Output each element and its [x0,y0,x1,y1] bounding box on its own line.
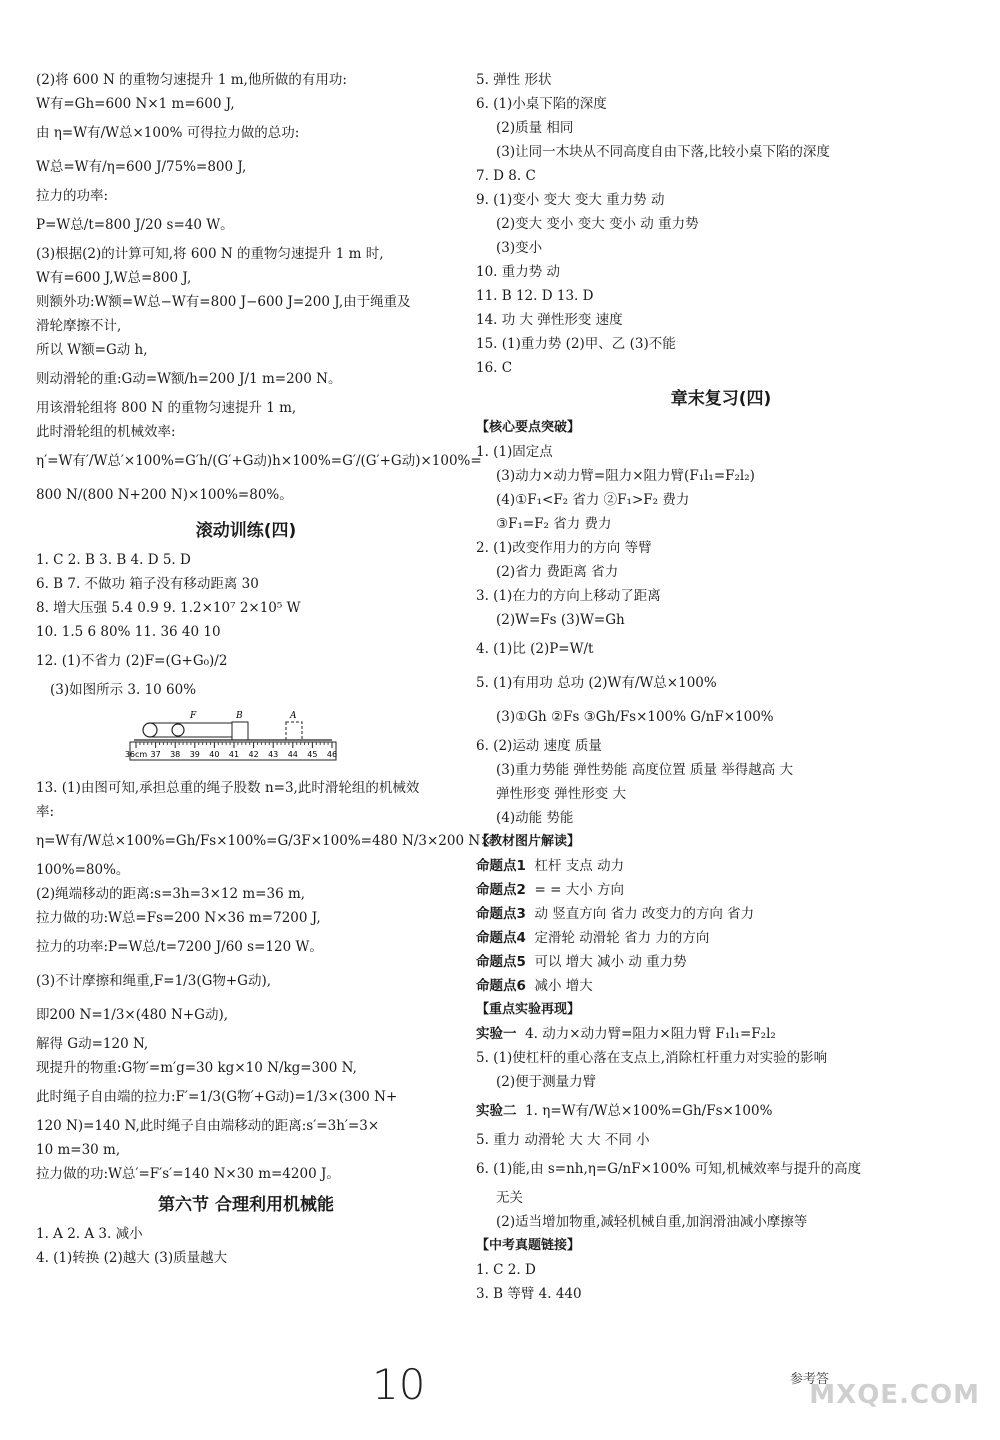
answer-line: 5. (1)有用功 总功 (2)W有/W总×100% [476,675,717,691]
tag-key-experiments: 【重点实验再现】 [476,1002,581,1017]
answer-line: 此时滑轮组的机械效率: [36,424,176,440]
figure-point-label: 命题点4 [476,930,526,946]
answer-line: 所以 W额=G动 h, [36,342,148,358]
answer-line: (3)根据(2)的计算可知,将 600 N 的重物匀速提升 1 m 时, [36,246,384,262]
answer-line: 13. (1)由图可知,承担总重的绳子股数 n=3,此时滑轮组的机械效 [36,780,420,796]
answer-line: W有=Gh=600 N×1 m=600 J, [36,96,235,112]
answer-line: (4)①F₁<F₂ 省力 ②F₁>F₂ 费力 [496,492,690,508]
section-title-mechanical-energy: 第六节 合理利用机械能 [158,1195,334,1215]
figure-point-text: 杠杆 支点 动力 [534,858,625,874]
answer-line: 率: [36,804,55,820]
answer-line: 14. 功 大 弹性形变 速度 [476,312,623,328]
answer-line: 9. (1)变小 变大 变大 重力势 动 [476,192,665,208]
figure-point-row [476,902,966,926]
ruler-label: 41 [228,750,240,759]
answer-line: 用该滑轮组将 800 N 的重物匀速提升 1 m, [36,400,297,416]
answer-line: 6. (1)能,由 s=nh,η=G/nF×100% 可知,机械效率与提升的高度 [476,1161,862,1177]
answer-line: 5. 弹性 形状 [476,72,552,88]
figure-point-label: 命题点2 [476,882,526,898]
answer-line: η′=W有′/W总′×100%=G′h/(G′+G动)h×100%=G′/(G′+G动)×100%= [36,453,482,469]
answer-line: 5. 重力 动滑轮 大 大 不同 小 [476,1132,650,1148]
ruler-label: 37 [150,750,161,759]
figure-point-row [476,926,966,950]
answer-line: (2)质量 相同 [496,120,574,136]
answer-line: (2)W=Fs (3)W=Gh [496,612,625,628]
answer-line: 1. (1)固定点 [476,444,553,460]
answer-line: 无关 [496,1190,523,1206]
answer-line: 7. D 8. C [476,168,536,184]
experiment-label: 实验一 [476,1026,517,1042]
answer-line: 15. (1)重力势 (2)甲、乙 (3)不能 [476,336,676,352]
answer-line: 4. (1)转换 (2)越大 (3)质量越大 [36,1250,228,1266]
tag-core-points: 【核心要点突破】 [476,420,581,435]
answer-line: (2)将 600 N 的重物匀速提升 1 m,他所做的有用功: [36,72,347,88]
answer-line: 10. 1.5 6 80% 11. 36 40 10 [36,624,221,640]
ruler-label: 43 [268,750,279,759]
figure-point-label: 命题点1 [476,858,526,874]
answer-line: 拉力的功率:P=W总/t=7200 J/60 s=120 W。 [36,939,323,955]
answer-line: W有=600 J,W总=800 J, [36,270,192,286]
answer-line: P=W总/t=800 J/20 s=40 W。 [36,217,234,233]
answer-line: 则额外功:W额=W总−W有=800 J−600 J=200 J,由于绳重及 [36,294,411,310]
answer-line: η=W有/W总×100%=Gh/Fs×100%=G/3F×100%=480 N/3×200 N× [36,833,492,849]
answer-line: 8. 增大压强 5.4 0.9 9. 1.2×10⁷ 2×10⁵ W [36,600,301,616]
figure-point-text: 动 竖直方向 省力 改变力的方向 省力 [534,906,755,922]
answer-line: (3)让同一木块从不同高度自由下落,比较小桌下陷的深度 [496,144,830,160]
answer-line: (3)①Gh ②Fs ③Gh/Fs×100% G/nF×100% [496,709,774,725]
answer-line: 16. C [476,360,513,376]
answer-line: 100%=80%。 [36,862,130,878]
experiment-row [476,1094,966,1128]
answer-line: 由 η=W有/W总×100% 可得拉力做的总功: [36,125,300,141]
figure-point-row [476,854,966,878]
answer-line: 6. (1)小桌下陷的深度 [476,96,607,112]
answer-line: 即200 N=1/3×(480 N+G动), [36,1007,229,1023]
answer-line: 10 m=30 m, [36,1142,121,1158]
answer-line: 现提升的物重:G物′=m′g=30 kg×10 N/kg=300 N, [36,1060,357,1076]
answer-line: 拉力做的功:W总′=F′s′=140 N×30 m=4200 J。 [36,1166,340,1182]
answer-line: 3. (1)在力的方向上移动了距离 [476,588,661,604]
answer-line: 120 N)=140 N,此时绳子自由端移动的距离:s′=3h′=3× [36,1118,380,1134]
chapter-review-title: 章末复习(四) [670,389,772,409]
tag-exam-links: 【中考真题链接】 [476,1238,581,1253]
answer-line: 此时绳子自由端的拉力:F′=1/3(G物′+G动)=1/3×(300 N+ [36,1089,398,1105]
answer-line: (3)不计摩擦和绳重,F=1/3(G物+G动), [36,973,272,989]
figure-point-text: 定滑轮 动滑轮 省力 力的方向 [534,930,710,946]
ruler-label: 44 [287,750,298,759]
figure-point-label: 命题点3 [476,906,526,922]
ruler-label: 40 [209,750,220,759]
experiment-label: 实验二 [476,1103,517,1119]
ruler-label: 39 [189,750,200,759]
figure-point-label: 命题点5 [476,954,526,970]
answer-line: 11. B 12. D 13. D [476,288,594,304]
answer-line: ③F₁=F₂ 省力 费力 [496,516,612,532]
figure-point-row [476,974,966,998]
answer-line: 5. (1)使杠杆的重心落在支点上,消除杠杆重力对实验的影响 [476,1050,828,1066]
left-column [36,68,492,1270]
answer-line: 弹性形变 弹性形变 大 [496,786,627,802]
footer-label: 参考答 [790,1372,830,1387]
answer-line: 12. (1)不省力 (2)F=(G+G₀)/2 [36,653,228,669]
answer-line: 滑轮摩擦不计, [36,318,122,334]
experiment-text: 1. η=W有/W总×100%=Gh/Fs×100% [525,1103,773,1119]
figure-point-label: 命题点6 [476,978,526,994]
figure-point-text: = = 大小 方向 [534,882,624,898]
answer-line: W总=W有/η=600 J/75%=800 J, [36,159,247,175]
pulley-icon [143,723,157,737]
answer-line: 800 N/(800 N+200 N)×100%=80%。 [36,487,293,503]
answer-line: 则动滑轮的重:G动=W额/h=200 J/1 m=200 N。 [36,371,342,387]
answer-line: 拉力的功率: [36,188,109,204]
answer-line: (3)动力×动力臂=阻力×阻力臂(F₁l₁=F₂l₂) [496,468,755,484]
answer-line: (2)变大 变小 变大 变小 动 重力势 [496,216,699,232]
watermark: MXQE.COM [809,1380,980,1410]
answer-line: 1. C 2. B 3. B 4. D 5. D [36,552,191,568]
fig-label: F [190,711,197,721]
figure-point-text: 减小 增大 [534,978,593,994]
ruler-label: 42 [248,750,259,759]
ruler-label: 36cm [124,750,148,759]
answer-line: 3. B 等臂 4. 440 [476,1286,582,1302]
answer-line: 2. (1)改变作用力的方向 等臂 [476,540,652,556]
answer-line: (2)省力 费距离 省力 [496,564,619,580]
answer-line: 6. (2)运动 速度 质量 [476,738,602,754]
answer-line: 10. 重力势 动 [476,264,561,280]
answer-line: 拉力做的功:W总=Fs=200 N×36 m=7200 J, [36,910,321,926]
answer-line: 1. A 2. A 3. 减小 [36,1226,143,1242]
figure-point-row [476,878,966,902]
tag-textbook-figures: 【教材图片解读】 [476,834,581,849]
answer-line: (2)便于测量力臂 [496,1074,597,1090]
answer-line: (2)绳端移动的距离:s=3h=3×12 m=36 m, [36,886,306,902]
handwritten-page-number: 10 [372,1360,426,1409]
fig-label: B [236,711,243,721]
answer-line: (3)如图所示 3. 10 60% [50,682,197,698]
answer-line: (3)变小 [496,240,543,256]
answer-line: (2)适当增加物重,减轻机械自重,加润滑油减小摩擦等 [496,1214,808,1230]
experiment-text: 4. 动力×动力臂=阻力×阻力臂 F₁l₁=F₂l₂ [525,1026,776,1042]
figure-point-text: 可以 增大 减小 动 重力势 [534,954,687,970]
fig-label: A [290,711,297,721]
answer-line: 4. (1)比 (2)P=W/t [476,641,594,657]
ruler-label: 38 [170,750,181,759]
experiment-row [476,1022,966,1046]
answer-line: 1. C 2. D [476,1262,536,1278]
pulley-ruler-figure [124,706,338,768]
section-title-rolling-training: 滚动训练(四) [195,521,297,541]
answer-line: 6. B 7. 不做功 箱子没有移动距离 30 [36,576,259,592]
figure-point-row [476,950,966,974]
right-column [476,68,966,1306]
answer-line: (4)动能 势能 [496,810,574,826]
answer-line: 解得 G动=120 N, [36,1036,149,1052]
ruler-label: 46 [326,750,338,759]
answer-line: (3)重力势能 弹性势能 高度位置 质量 举得越高 大 [496,762,794,778]
ruler-label: 45 [307,750,318,759]
